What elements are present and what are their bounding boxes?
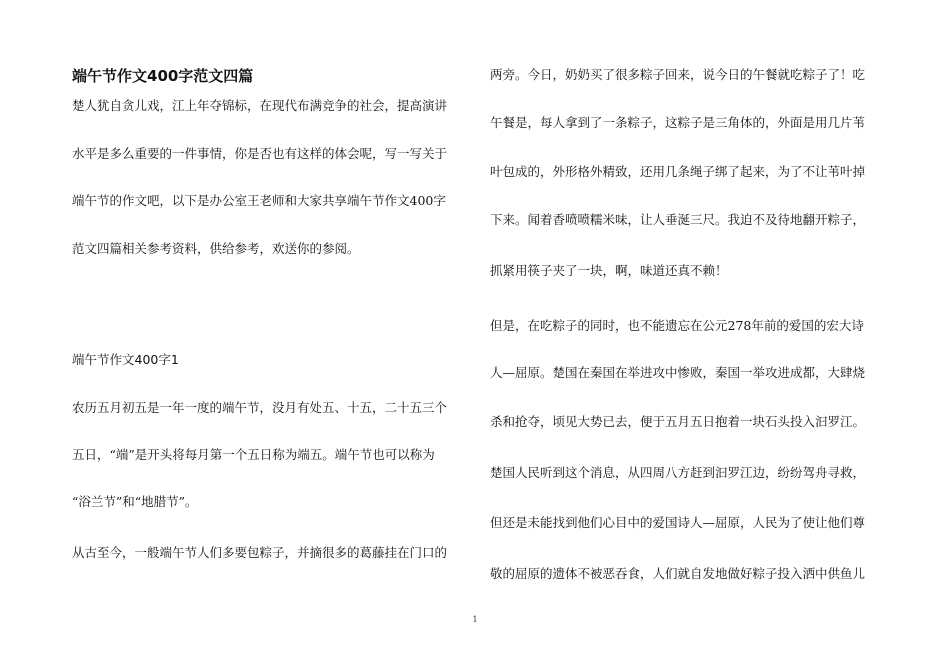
intro-line: 范文四篇相关参考资料，供给参考，欢送你的参阅。: [72, 241, 360, 256]
paragraph-line: “浴兰节”和“地腊节”。: [72, 494, 198, 509]
page-number: 1: [472, 615, 478, 624]
paragraph-line: 午餐是，每人拿到了一条粽子，这粽子是三角体的，外面是用几片苇: [490, 115, 866, 130]
paragraph-line: 但是，在吃粽子的同时，也不能遗忘在公元278年前的爱国的宏大诗: [490, 318, 864, 333]
document-title: 端午节作文400字范文四篇: [72, 67, 254, 85]
paragraph-line: 两旁。今日，奶奶买了很多粽子回来，说今日的午餐就吃粽子了！吃: [490, 67, 866, 82]
paragraph-line: 抓紧用筷子夹了一块，啊，味道还真不赖！: [490, 263, 728, 278]
paragraph-line: 从古至今，一般端午节人们多要包粽子，并摘很多的葛藤挂在门口的: [72, 545, 448, 560]
intro-line: 水平是多么重要的一件事情，你是否也有这样的体会呢，写一写关于: [72, 146, 448, 161]
paragraph-line: 下来。闻着香喷喷糯米味，让人垂涎三尺。我迫不及待地翻开粽子，: [490, 212, 866, 227]
paragraph-line: 农历五月初五是一年一度的端午节，没月有处五、十五，二十五三个: [72, 400, 448, 415]
paragraph-line: 杀和抢夺，顷见大势已去，便于五月五日抱着一块石头投入汩罗江。: [490, 414, 866, 429]
paragraph-line: 人—屈原。楚国在秦国在举进攻中惨败，秦国一举攻进成都，大肆烧: [490, 365, 866, 380]
section-heading: 端午节作文400字1: [72, 352, 179, 367]
paragraph-line: 楚国人民听到这个消息，从四周八方赶到汩罗江边，纷纷驾舟寻救，: [490, 465, 866, 480]
paragraph-line: 叶包成的，外形格外精致，还用几条绳子绑了起来，为了不让苇叶掉: [490, 164, 866, 179]
paragraph-line: 敬的屈原的遗体不被恶吞食，人们就自发地做好粽子投入洒中供鱼儿: [490, 566, 866, 581]
paragraph-line: 但还是未能找到他们心目中的爱国诗人—屈原，人民为了使让他们尊: [490, 515, 866, 530]
paragraph-line: 五日，“端”是开头将每月第一个五日称为端五。端午节也可以称为: [72, 447, 435, 462]
intro-line: 端午节的作文吧，以下是办公室王老师和大家共享端午节作文400字: [72, 193, 446, 208]
intro-line: 楚人犹自贪儿戏，江上年夺锦标，在现代布满竞争的社会，提高演讲: [72, 98, 448, 113]
